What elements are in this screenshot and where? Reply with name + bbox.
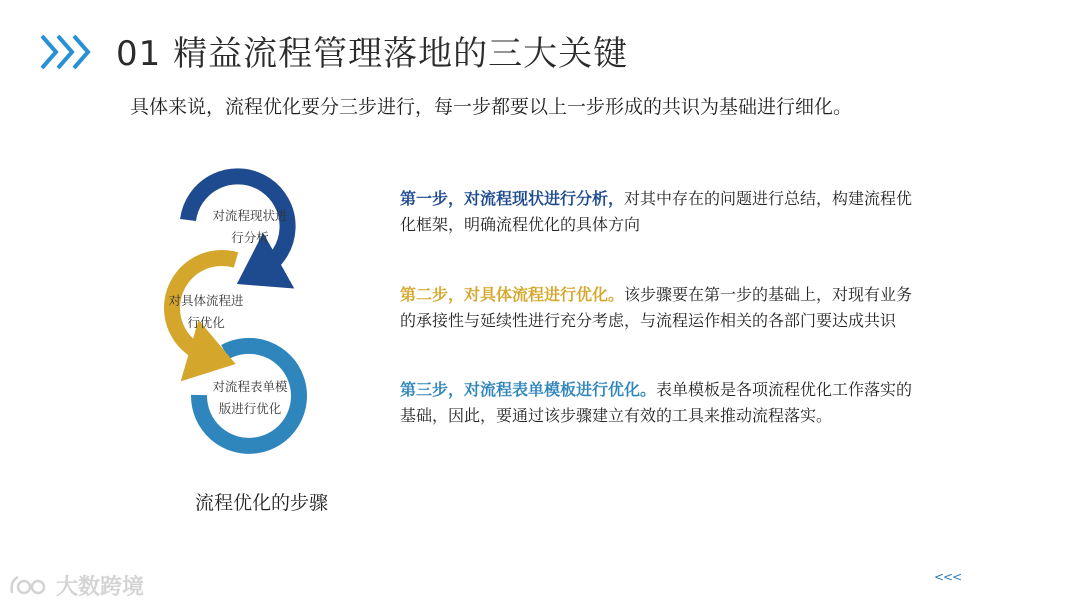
ring-3-label-line2: 版进行优化 <box>218 401 282 416</box>
watermark <box>8 570 144 600</box>
step-2-line1: 该步骤要在第一步的基础上，对现有业务 <box>624 285 913 304</box>
ring-3-label-line1: 对流程表单模 <box>212 379 288 394</box>
page-title: 01 精益流程管理落地的三大关键 <box>116 34 629 74</box>
step-2-line2: 的承接性与延续性进行充分考虑，与流程运作相关的各部门要达成共识 <box>400 311 897 330</box>
process-diagram <box>140 160 340 460</box>
back-button[interactable]: <<< <box>934 570 962 584</box>
ring-2-label <box>160 290 252 334</box>
diagram-caption: 流程优化的步骤 <box>195 492 329 514</box>
ring-3-label <box>204 376 296 420</box>
watermark-logo-icon <box>8 571 52 599</box>
step-2-highlight: 第二步，对具体流程进行优化。 <box>400 285 625 304</box>
step-3-highlight: 第三步，对流程表单模板进行优化。 <box>400 380 657 399</box>
ring-2-label-line2: 行优化 <box>187 315 225 330</box>
step-3-line1: 表单模板是各项流程优化工作落实的 <box>656 380 913 399</box>
chevrons-icon <box>38 30 94 74</box>
step-3-text <box>400 377 945 429</box>
step-2-text <box>400 282 945 334</box>
step-1-highlight: 第一步，对流程现状进行分析， <box>400 189 625 208</box>
ring-2-label-line1: 对具体流程进 <box>168 293 244 308</box>
ring-1-label <box>204 205 296 249</box>
ring-1-label-line2: 行分析 <box>231 230 269 245</box>
page-subtitle: 具体来说，流程优化要分三步进行，每一步都要以上一步形成的共识为基础进行细化。 <box>130 96 853 118</box>
step-1-text <box>400 186 945 238</box>
step-1-line1: 对其中存在的问题进行总结，构建流程优 <box>624 189 913 208</box>
step-3-line2: 基础，因此，要通过该步骤建立有效的工具来推动流程落实。 <box>400 406 833 425</box>
step-1-line2: 化框架，明确流程优化的具体方向 <box>400 215 641 234</box>
watermark-text: 大数跨境 <box>56 574 145 600</box>
ring-1-label-line1: 对流程现状进 <box>212 208 288 223</box>
